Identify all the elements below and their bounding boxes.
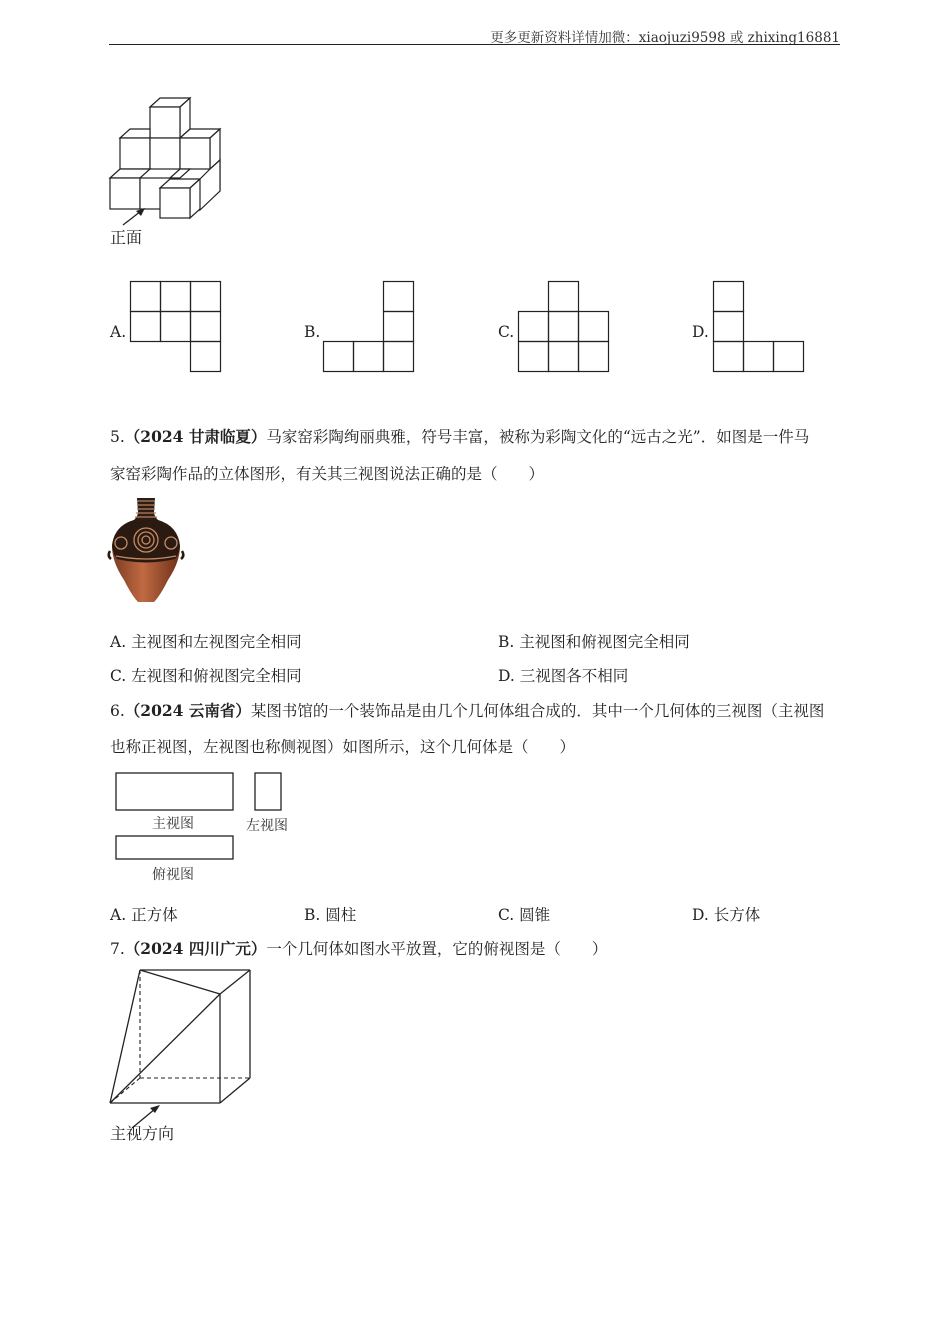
- q6-stem-1: 某图书馆的一个装饰品是由几个几何体组合成的．其中一个几何体的三视图（主视图: [250, 702, 825, 720]
- header-rule: [109, 44, 840, 45]
- q6-option-d: D. 长方体: [692, 906, 761, 924]
- q5-number: 5.: [110, 428, 125, 446]
- q5-option-d: D. 三视图各不相同: [498, 667, 629, 685]
- q6-option-c: C. 圆锥: [498, 906, 551, 924]
- front-view-caption: 主视图: [152, 816, 194, 832]
- left-view-caption: 左视图: [246, 818, 288, 834]
- q5-option-b: B. 主视图和俯视图完全相同: [498, 633, 690, 651]
- q4-option-c-label: C.: [498, 323, 515, 341]
- q7-number: 7.: [110, 940, 125, 958]
- q6-option-b: B. 圆柱: [304, 906, 357, 924]
- q4-option-a-label: A.: [110, 323, 127, 341]
- q4-option-b-label: B.: [304, 323, 321, 341]
- q4-option-d-figure: [713, 281, 804, 372]
- q5-option-c: C. 左视图和俯视图完全相同: [110, 667, 302, 685]
- top-view-rect: [116, 836, 233, 859]
- q6-stem-2: 也称正视图，左视图也称侧视图）如图所示，这个几何体是（ ）: [110, 738, 576, 756]
- q4-option-d-label: D.: [692, 323, 709, 341]
- q6-option-a: A. 正方体: [110, 906, 178, 924]
- top-view-caption: 俯视图: [152, 867, 194, 883]
- q5-stem-2: 家窑彩陶作品的立体图形，有关其三视图说法正确的是（ ）: [110, 465, 545, 483]
- front-view-rect: [116, 773, 233, 810]
- left-view-rect: [255, 773, 281, 810]
- q7-stem-1: 一个几何体如图水平放置，它的俯视图是（ ）: [266, 940, 608, 958]
- q5-option-a: A. 主视图和左视图完全相同: [110, 633, 302, 651]
- q7-line-1: [110, 939, 607, 959]
- q6-source: （2024 云南省）: [124, 701, 251, 720]
- q6-line-1: [110, 701, 824, 721]
- q7-source: （2024 四川广元）: [124, 939, 267, 958]
- q5-source: （2024 甘肃临夏）: [124, 427, 267, 446]
- q4-option-b-figure: [323, 281, 414, 372]
- figure-caption-front: 正面: [110, 228, 143, 247]
- pottery-jar-image: [108, 496, 184, 604]
- prism-figure: [106, 966, 256, 1126]
- q4-option-a-figure: [130, 281, 221, 372]
- q6-number: 6.: [110, 702, 125, 720]
- cube-stack-figure: [105, 95, 230, 225]
- header-contact: 更多更新资料详情加微：xiaojuzi9598 或 zhixing16881: [490, 30, 840, 46]
- q5-line-1: [110, 427, 809, 447]
- q4-option-c-figure: [518, 281, 609, 372]
- q5-stem-1: 马家窑彩陶绚丽典雅，符号丰富，被称为彩陶文化的“远古之光”．如图是一件马: [266, 428, 810, 446]
- figure-caption-view-direction: 主视方向: [110, 1124, 175, 1143]
